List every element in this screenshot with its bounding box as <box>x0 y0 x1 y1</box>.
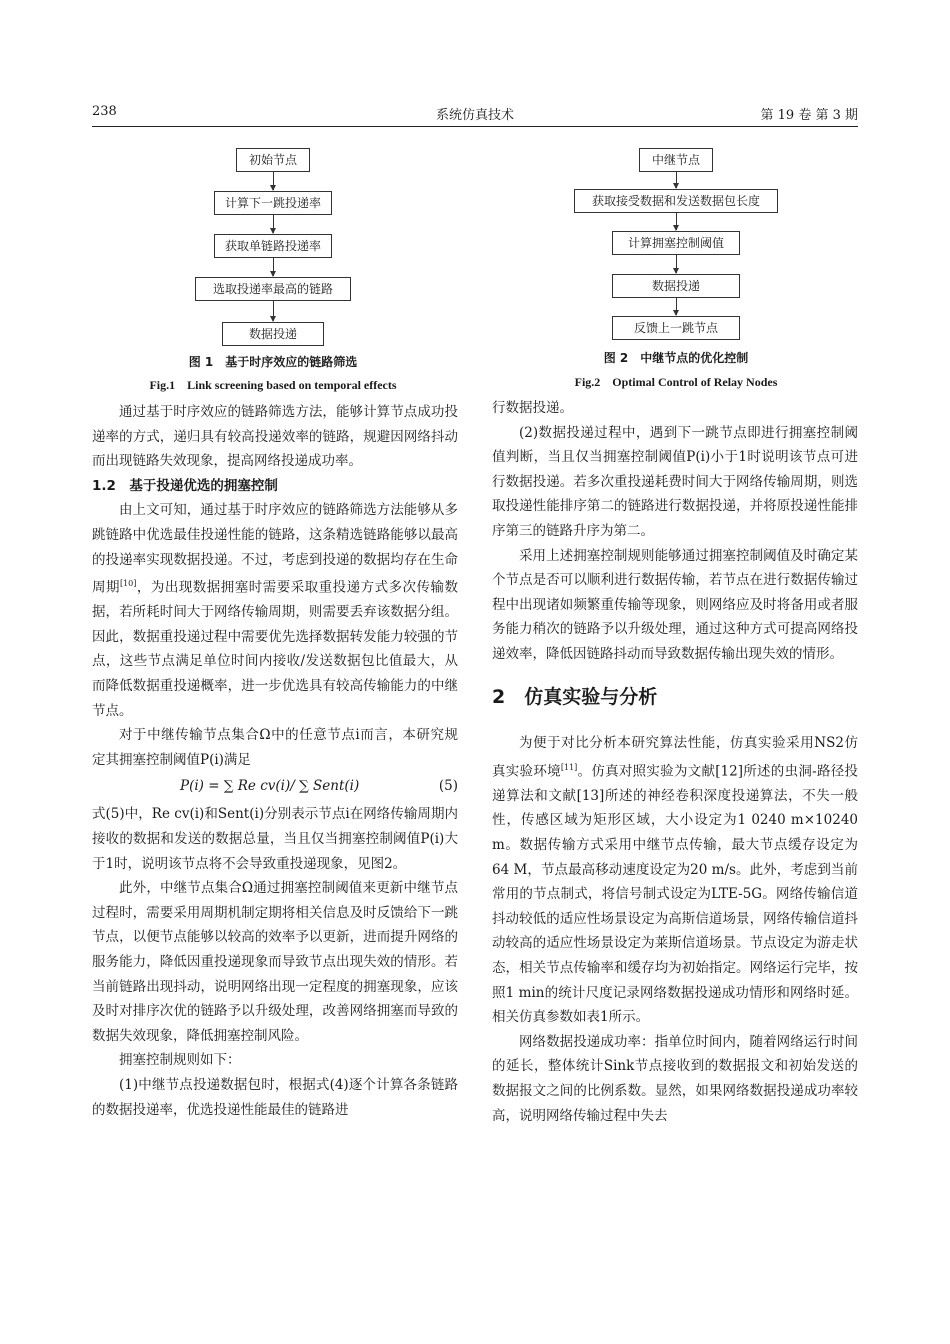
fig2-step-5: 反馈上一跳节点 <box>612 316 740 340</box>
running-header <box>92 102 858 127</box>
fig1-arrow-2 <box>273 215 274 233</box>
journal-title: 系统仿真技术 <box>435 108 514 123</box>
right-paragraph-4-text: 为便于对比分析本研究算法性能，仿真实验采用NS2仿真实验环境 <box>492 735 858 780</box>
right-paragraph-4 <box>492 731 858 1030</box>
left-paragraph-3: 对于中继传输节点集合Ω中的任意节点i而言，本研究规定其拥塞控制阈值P(i)满足 <box>92 727 458 768</box>
right-paragraph-3: 采用上述拥塞控制规则能够通过拥塞控制阈值及时确定某个节点是否可以顺利进行数据传输，若节点在进行数据传输过程中出现诸如频繁重传输等现象，则网络应及时将备用或者服务能力稍次的链路予以升级处理，通过这种方式可提高网络投递效率，降低因链路抖动而导致数据传输出现失效的情形。 <box>492 547 858 662</box>
fig1-caption-en: Fig.1 Link screening based on temporal effects <box>149 378 397 392</box>
fig2-step-1: 中继节点 <box>639 148 713 172</box>
fig1-step-2: 计算下一跳投递率 <box>214 191 332 215</box>
right-paragraph-1: 行数据投递。 <box>492 400 573 416</box>
left-paragraph-4: 式(5)中，Re cv(i)和Sent(i)分别表示节点i在网络传输周期内接收的数据和发送的数据总量，当且仅当拥塞控制阈值P(i)大于1时，说明该节点将不会导致重投递现象，见图2。 <box>92 806 458 872</box>
fig1-step-1: 初始节点 <box>236 148 310 172</box>
left-paragraph-2-text-b: ，为出现数据拥塞时需要采取重投递方式多次传输数据，若所耗时间大于网络传输周期，则需要丢弃该数据分组。因此，数据重投递过程中需要优先选择数据转发能力较强的节点，这些节点满足单位时间内接收/发送数据包比值最大，从而降低数据重投递概率，进一步优选具有较高传输能力的中继节点。 <box>92 579 459 719</box>
fig1-arrow-4 <box>273 301 274 321</box>
citation-11: [11] <box>560 762 578 772</box>
issue-info: 第 19 卷 第 3 期 <box>760 108 858 123</box>
spacer <box>492 709 858 731</box>
fig1-caption-cn: 图 1 基于时序效应的链路筛选 <box>188 355 358 369</box>
left-paragraph-6: 拥塞控制规则如下： <box>119 1052 241 1069</box>
right-paragraph-2: (2)数据投递过程中，遇到下一跳节点即进行拥塞控制阈值判断，当且仅当拥塞控制阈值P(i)小于1时说明该节点可进行数据投递。若多次重投递耗费时间大于网络传输周期，则选取投递性能排序第二的链路进行数据投递，并将原投递性能排序第三的链路升序为第二。 <box>492 424 858 539</box>
fig1-arrow-1 <box>273 172 274 190</box>
fig2-caption-en: Fig.2 Optimal Control of Relay Nodes <box>574 375 778 389</box>
left-paragraph-2-text: 由上文可知，通过基于时序效应的链路筛选方法能够从多跳链路中优选最佳投递性能的链路，这条精选链路能够以最高的投递率实现数据投递。不过，考虑到投递的数据均存在生命周期 <box>92 502 458 596</box>
fig2-step-3: 计算拥塞控制阈值 <box>612 231 740 255</box>
left-paragraph-1: 通过基于时序效应的链路筛选方法，能够计算节点成功投递率的方式，递归具有较高投递效率的链路，规避因网络抖动而出现链路失效现象，提高网络投递成功率。 <box>92 404 458 470</box>
left-paragraph-2 <box>92 498 458 723</box>
fig2-arrow-1 <box>676 172 677 188</box>
spacer <box>492 667 858 685</box>
right-paragraph-5: 网络数据投递成功率：指单位时间内，随着网络运行时间的延长，整体统计Sink节点接收到的数据报文和初始发送的数据报文之间的比例系数。显然，如果网络数据投递成功率较高，说明网络传输过程中失去 <box>492 1033 858 1124</box>
page-number: 238 <box>92 104 117 119</box>
fig2-arrow-2 <box>676 213 677 230</box>
fig1-step-3: 获取单链路投递率 <box>214 234 332 258</box>
section-heading-2: 2 仿真实验与分析 <box>492 685 658 708</box>
left-paragraph-7: (1)中继节点投递数据包时，根据式(4)逐个计算各条链路的数据投递率，优选投递性能最佳的链路进 <box>92 1076 458 1118</box>
fig2-arrow-3 <box>676 255 677 273</box>
right-paragraph-4-text-b: 。仿真对照实验为文献[12]所述的虫洞-路径投递算法和文献[13]所述的神经卷积深度投递算法，不失一般性，传感区域为矩形区域，大小设定为1 0240 m×10240 m。数据传输方式采用中继节点传输，最大节点缓存设定为64 M，节点最高移动速度设定为20 m/s。此外，考虑到当前常用的节点制式，将信号制式设定为LTE-5G。网络传输信道抖动较低的适应性场景设定为高斯信道场景，网络传输信道抖动较高的适应性场景设定为莱斯信道场景。节点设定为游走状态，相关节点传输率和缓存均为初始指定。网络运行完毕，按照1 min的统计尺度记录网络数据投递成功情形和网络时延。相关仿真参数如表1所示。 <box>492 763 858 1026</box>
equation-5-formula: P(i) = ∑ Re cv(i)/ ∑ Sent(i) <box>180 778 360 795</box>
right-column <box>492 396 858 1128</box>
left-paragraph-5: 此外，中继节点集合Ω通过拥塞控制阈值来更新中继节点过程时，需要采用周期机制定期将相关信息及时反馈给下一跳节点，以便节点能够以较高的效率予以更新，进而提升网络的服务能力，降低因重投递现象而导致节点出现失效的情形。若当前链路出现抖动，说明网络出现一定程度的拥塞现象，应该及时对排序次优的链路予以升级处理，改善网络拥塞而导致的数据失效现象，降低拥塞控制风险。 <box>92 880 458 1044</box>
fig2-arrow-4 <box>676 298 677 315</box>
fig2-step-2: 获取接受数据和发送数据包长度 <box>574 189 778 213</box>
equation-5-number: (5) <box>438 778 458 795</box>
fig1-arrow-3 <box>273 258 274 276</box>
fig2-step-4: 数据投递 <box>612 274 740 298</box>
equation-5 <box>92 772 458 802</box>
fig1-step-5: 数据投递 <box>222 322 324 346</box>
citation-10: [10] <box>119 579 137 589</box>
fig1-step-4: 选取投递率最高的链路 <box>195 277 351 301</box>
left-column <box>92 400 458 1122</box>
section-heading-1-2: 1.2 基于投递优选的拥塞控制 <box>92 477 278 494</box>
fig2-caption-cn: 图 2 中继节点的优化控制 <box>603 351 749 365</box>
